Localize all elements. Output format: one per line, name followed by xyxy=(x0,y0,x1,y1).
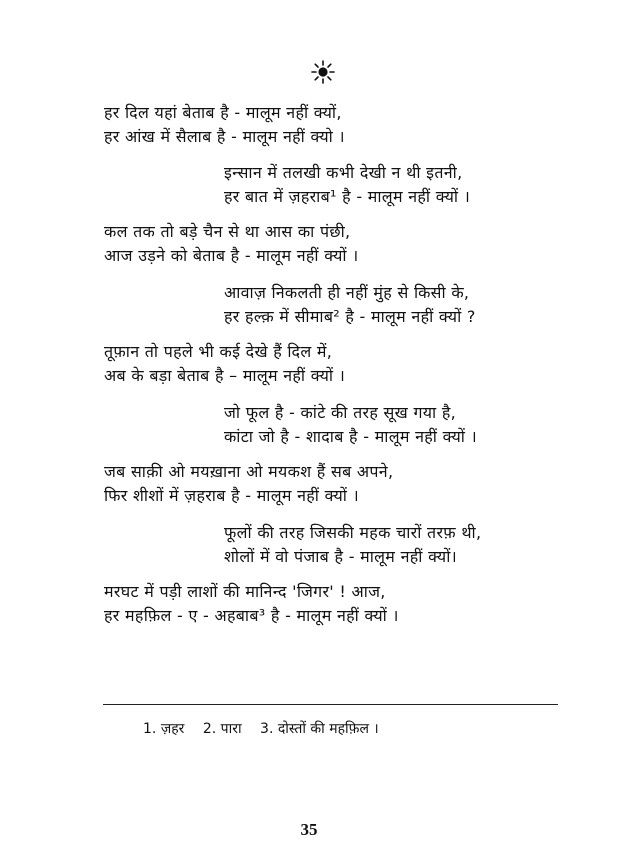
verse-line-17: मरघट में पड़ी लाशों की मानिन्द 'जिगर' ! आज, xyxy=(104,582,386,601)
verse-line-15: फूलों की तरह जिसकी महक चारों तरफ़ थी, xyxy=(224,523,482,542)
footnote-text-1: ज़हर xyxy=(160,721,185,737)
footnote-number-1: 1. xyxy=(143,721,157,737)
footnote-text-2: पारा xyxy=(220,721,242,737)
verse-line-18: हर महफ़िल - ए - अहबाब³ है - मालूम नहीं क्यों । xyxy=(104,606,399,625)
footnotes xyxy=(143,719,379,739)
verse-line-8: हर हल्क़ में सीमाब² है - मालूम नहीं क्यों ? xyxy=(224,307,476,326)
verse-line-2: हर आंख में सैलाब है - मालूम नहीं क्यो । xyxy=(104,127,345,146)
footnote-number-3: 3. xyxy=(260,721,274,737)
verse-line-16: शोलों में वो पंजाब है - मालूम नहीं क्यों। xyxy=(224,547,458,566)
sun-ornament-icon xyxy=(311,60,335,84)
verse-line-3: इन्सान में तलखी कभी देखी न थी इतनी, xyxy=(224,163,463,182)
page-number: 35 xyxy=(300,820,318,839)
verse-line-5: कल तक तो बड़े चैन से था आस का पंछी, xyxy=(104,222,351,241)
verse-line-9: तूफ़ान तो पहले भी कई देखे हैं दिल में, xyxy=(104,342,333,361)
footnote-text-3: दोस्तों की महफ़िल । xyxy=(277,721,379,737)
verse-line-10: अब के बड़ा बेताब है – मालूम नहीं क्यों । xyxy=(104,366,346,385)
verse-line-13: जब साक़ी ओ मयख़ाना ओ मयकश हैं सब अपने, xyxy=(104,462,394,481)
footnote-divider xyxy=(103,704,558,705)
verse-line-4: हर बात में ज़हराब¹ है - मालूम नहीं क्यों । xyxy=(224,187,471,206)
verse-line-11: जो फूल है - कांटे की तरह सूख गया है, xyxy=(224,403,457,422)
verse-line-14: फिर शीशों में ज़हराब है - मालूम नहीं क्यों । xyxy=(104,486,359,505)
verse-line-7: आवाज़ निकलती ही नहीं मुंह से किसी के, xyxy=(224,283,470,302)
verse-line-1: हर दिल यहां बेताब है - मालूम नहीं क्यों, xyxy=(104,103,342,122)
footnote-number-2: 2. xyxy=(202,721,217,737)
verse-line-6: आज उड़ने को बेताब है - मालूम नहीं क्यों । xyxy=(104,246,359,265)
verse-line-12: कांटा जो है - शादाब है - मालूम नहीं क्यों । xyxy=(224,427,477,446)
